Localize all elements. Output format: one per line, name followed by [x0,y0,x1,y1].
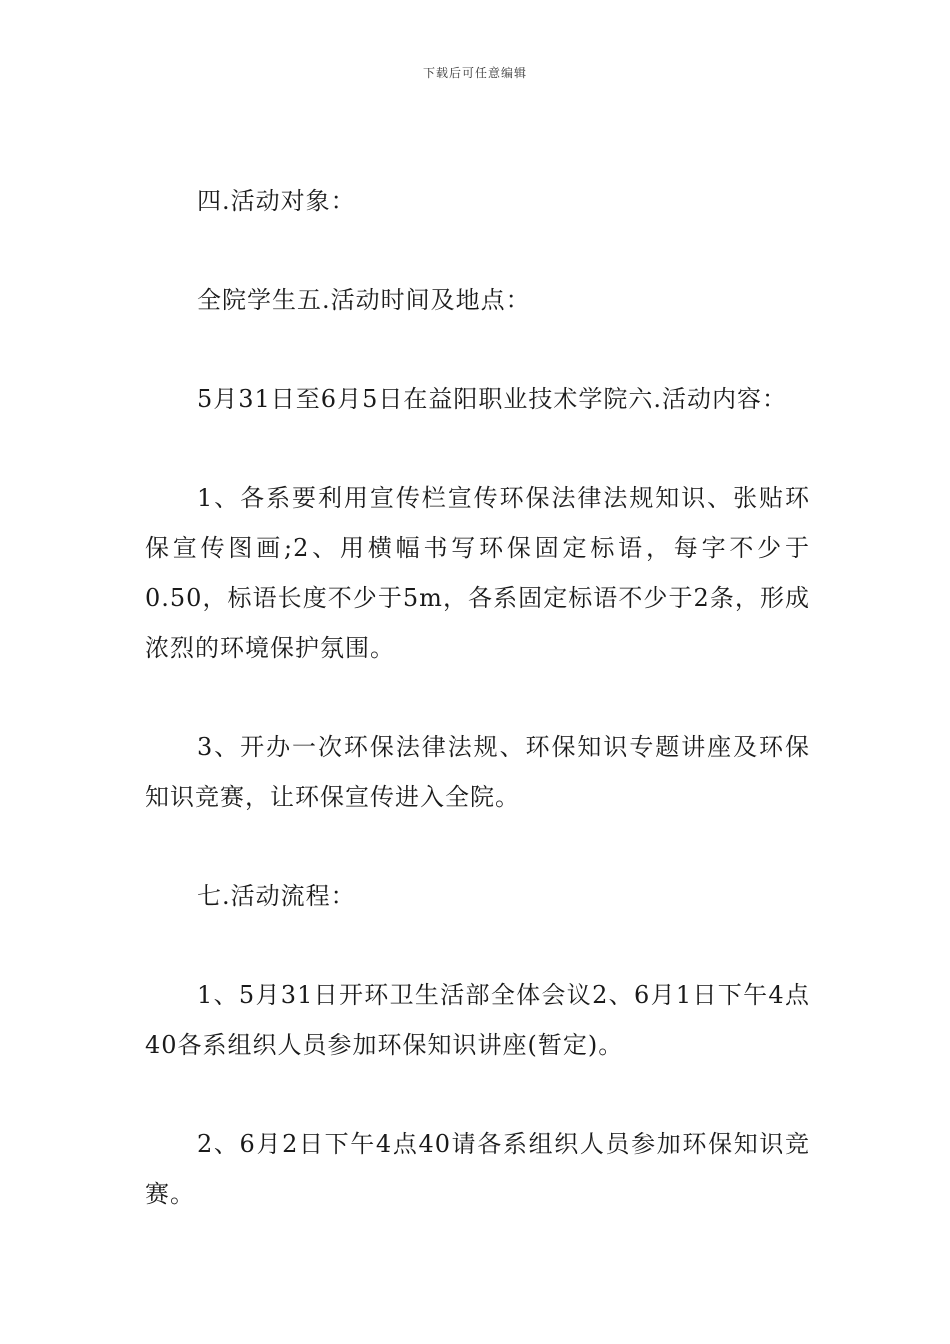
document-body [145,176,810,1268]
paragraph-content-item-3: 3、开办一次环保法律法规、环保知识专题讲座及环保知识竞赛，让环保宣传进入全院。 [145,733,810,811]
paragraph-content-item-1: 1、各系要利用宣传栏宣传环保法律法规知识、张贴环保宣传图画;2、用横幅书写环保固定标语，每字不少于0.50，标语长度不少于5m，各系固定标语不少于2条，形成浓烈的环境保护氛围。 [145,484,810,662]
paragraph-dates-location: 5月31日至6月5日在益阳职业技术学院六.活动内容： [197,385,787,413]
section-heading-process: 七.活动流程： [197,882,356,910]
paragraph-participants-time-place: 全院学生五.活动时间及地点： [197,286,531,314]
header-note: 下载后可任意编辑 [422,66,527,80]
paragraph-process-item-2: 2、6月2日下午4点40请各系组织人员参加环保知识竞赛。 [145,1130,810,1208]
paragraph-process-item-1: 1、5月31日开环卫生活部全体会议2、6月1日下午4点40各系组织人员参加环保知识讲座(暂定)。 [145,981,810,1059]
section-heading-target-audience: 四.活动对象： [197,187,356,215]
